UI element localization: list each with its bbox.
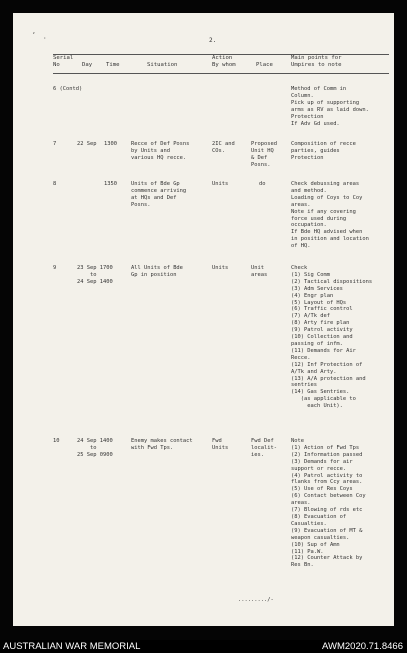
row-action-by-whom: Units: [212, 265, 229, 271]
row-time: 1350: [104, 181, 117, 187]
row-umpire-points: Note (1) Action of Fwd Tps (2) Information passed (3) Demands for air support or recce. (4) Patrol activity to flanks from Ccy areas. (5) Use of Res Coys (6) Contact between Coy areas. (7) Blowing of rds etc (8) Evacuation of Casualties. (9) Evacuation of MT & weapon casualties. (10) Sup of Amn (11) Pa.W. (12) Counter Attack by Res Bn.: [291, 438, 366, 569]
row-situation: Enemy makes contact with Fwd Tps.: [131, 438, 193, 451]
row-serial: 10: [53, 438, 60, 444]
continuation-mark: ........./-: [238, 597, 274, 603]
row-serial: 7: [53, 141, 57, 147]
row-day-time: 24 Sep 1400 to 25 Sep 0900: [77, 438, 113, 458]
row-action-by-whom: Units: [212, 181, 229, 187]
header-bottom-rule: [53, 73, 389, 74]
header-main-points: Main points for Umpires to note: [291, 55, 342, 68]
row-serial: 6 (Contd): [53, 86, 83, 92]
punch-hole-mark: ·: [43, 35, 47, 42]
row-umpire-points: Composition of recce parties, guides Protection: [291, 141, 356, 161]
punch-hole-mark: ‘: [32, 32, 36, 39]
header-place: Place: [256, 62, 273, 68]
row-place: Proposed Unit HQ & Def Posns.: [251, 141, 277, 168]
row-umpire-points: Check (1) Sig Comm (2) Tactical dispositions (3) Adm Services (4) Engr plan (5) Layout of HQs (6) Traffic control (7) A/Tk def (8) Arty fire plan (9) Patrol activity (10) Collection and passing of infm. (11) Demands for Air Recce. (12) Inf Protection of A/Tk and Arty. (13) A/A protection and sentries (14) Gas Sentries. (as applicable to each Unit).: [291, 265, 373, 410]
row-serial: 8: [53, 181, 57, 187]
row-action-by-whom: 2IC and COs.: [212, 141, 235, 154]
header-serial: Serial No: [53, 55, 74, 68]
row-place: Unit areas: [251, 265, 268, 278]
row-serial: 9: [53, 265, 57, 271]
row-action-by-whom: Fwd Units: [212, 438, 229, 451]
row-situation: All Units of Bde Gp in position: [131, 265, 183, 278]
row-place: do: [259, 181, 266, 187]
row-time: 1300: [104, 141, 117, 147]
header-day: Day: [82, 62, 93, 68]
header-time: Time: [106, 62, 120, 68]
page-number: 2.: [209, 37, 217, 44]
archive-reference: AWM2020.71.8466: [322, 641, 403, 652]
header-situation: Situation: [147, 62, 178, 68]
header-action-by-whom: Action By whom: [212, 55, 236, 68]
row-situation: Recce of Def Posns by Units and various HQ recce.: [131, 141, 190, 161]
row-situation: Units of Bde Gp commence arriving at HQs and Def Posns.: [131, 181, 187, 208]
document-page: [13, 13, 394, 626]
row-day: 22 Sep: [77, 141, 97, 147]
row-umpire-points: Check debussing areas and method. Loading of Coys to Coy areas. Note if any covering force used during occupation. If Bde HQ advised when in position and location of HQ.: [291, 181, 369, 250]
row-day-time: 23 Sep 1700 to 24 Sep 1400: [77, 265, 113, 285]
row-umpire-points: Method of Comm in Column. Pick up of supporting arms as RV as laid down. Protection If Adv Gd used.: [291, 86, 369, 127]
archive-caption-bar: [0, 640, 407, 653]
row-place: Fwd Def localit- ies.: [251, 438, 277, 458]
archive-name: AUSTRALIAN WAR MEMORIAL: [3, 641, 141, 652]
